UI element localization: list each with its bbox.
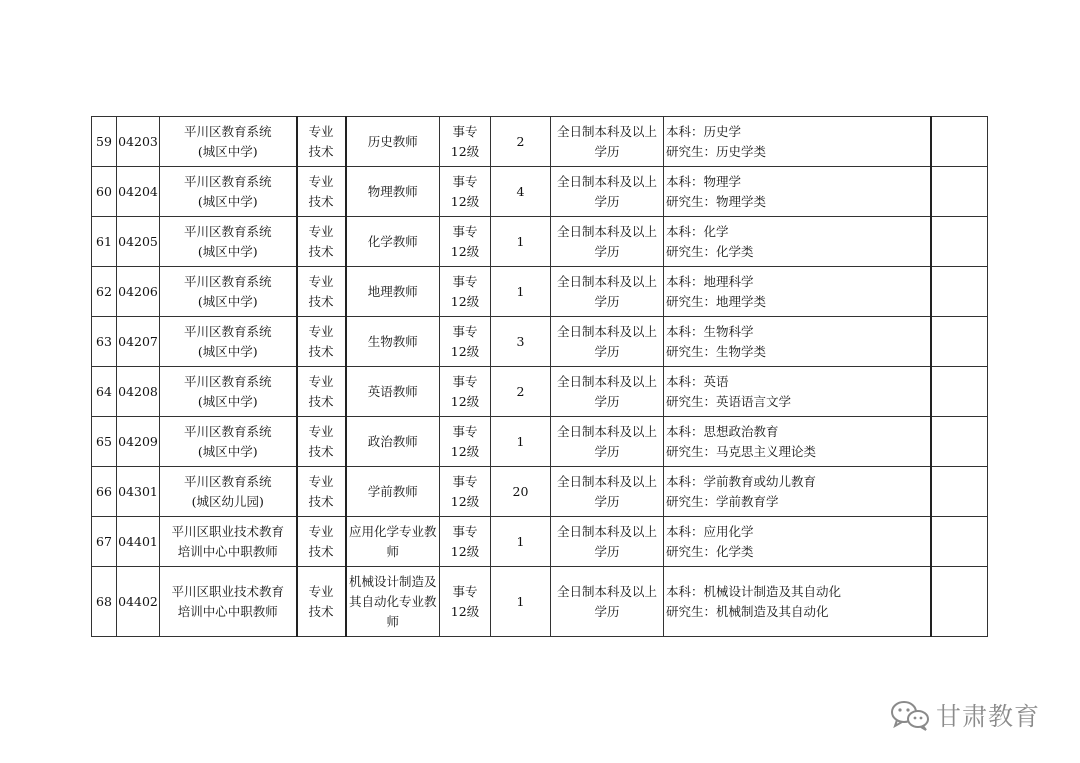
cell-category-line: 技术 xyxy=(308,493,334,509)
cell-count: 2 xyxy=(491,367,551,417)
cell-requirements-line: 本科：应用化学 xyxy=(666,523,754,539)
cell-education xyxy=(551,367,664,417)
cell-code: 04402 xyxy=(117,567,160,637)
cell-unit xyxy=(160,567,297,637)
cell-level-line: 事专 xyxy=(452,123,478,139)
cell-unit-line: (城区中学) xyxy=(197,243,258,259)
cell-category-line: 技术 xyxy=(308,193,334,209)
cell-requirements-line: 研究生：历史学类 xyxy=(666,143,767,159)
cell-level-line: 12级 xyxy=(450,443,480,459)
cell-level-line: 12级 xyxy=(450,243,480,259)
cell-education xyxy=(551,417,664,467)
cell-education-line: 全日制本科及以上 xyxy=(556,123,657,139)
cell-position-line: 化学教师 xyxy=(367,233,418,249)
cell-requirements-line: 本科：物理学 xyxy=(666,173,742,189)
cell-code: 04208 xyxy=(117,367,160,417)
cell-position-line: 其自动化专业教 xyxy=(348,593,437,609)
table-row xyxy=(92,317,988,367)
cell-unit-line: 平川区教育系统 xyxy=(183,123,272,139)
cell-position-line: 生物教师 xyxy=(367,333,418,349)
cell-unit-line: 平川区教育系统 xyxy=(183,473,272,489)
table-row xyxy=(92,417,988,467)
cell-position xyxy=(346,517,440,567)
table-row xyxy=(92,217,988,267)
cell-education xyxy=(551,167,664,217)
cell-position xyxy=(346,117,440,167)
cell-education-line: 学历 xyxy=(594,243,620,259)
cell-code: 04206 xyxy=(117,267,160,317)
cell-education-line: 学历 xyxy=(594,343,620,359)
cell-level-line: 事专 xyxy=(452,173,478,189)
cell-unit-line: (城区中学) xyxy=(197,293,258,309)
cell-seq: 65 xyxy=(92,417,117,467)
cell-count: 20 xyxy=(491,467,551,517)
cell-category xyxy=(297,267,346,317)
cell-requirements xyxy=(664,317,931,367)
cell-education xyxy=(551,467,664,517)
cell-position-line: 政治教师 xyxy=(367,433,418,449)
cell-requirements-line: 本科：学前教育或幼儿教育 xyxy=(666,473,817,489)
cell-unit-line: (城区中学) xyxy=(197,393,258,409)
cell-unit-line: (城区中学) xyxy=(197,193,258,209)
cell-requirements-line: 研究生：化学类 xyxy=(666,243,754,259)
cell-notes xyxy=(931,367,988,417)
cell-position-line: 师 xyxy=(386,543,399,559)
cell-level-line: 事专 xyxy=(452,473,478,489)
cell-level-line: 事专 xyxy=(452,523,478,539)
cell-seq: 64 xyxy=(92,367,117,417)
cell-position xyxy=(346,417,440,467)
cell-category xyxy=(297,217,346,267)
cell-unit-line: 平川区职业技术教育 xyxy=(171,583,284,599)
watermark-text: 甘肃教育 xyxy=(936,702,1041,731)
cell-requirements-line: 研究生：地理学类 xyxy=(666,293,767,309)
cell-code: 04401 xyxy=(117,517,160,567)
cell-education xyxy=(551,317,664,367)
wechat-icon xyxy=(890,699,930,731)
cell-level-line: 12级 xyxy=(450,543,480,559)
cell-unit xyxy=(160,367,297,417)
cell-unit xyxy=(160,117,297,167)
cell-position xyxy=(346,367,440,417)
cell-requirements xyxy=(664,367,931,417)
cell-requirements-line: 本科：生物科学 xyxy=(666,323,754,339)
cell-level-line: 事专 xyxy=(452,323,478,339)
cell-education xyxy=(551,117,664,167)
cell-seq: 67 xyxy=(92,517,117,567)
cell-unit xyxy=(160,417,297,467)
cell-seq: 66 xyxy=(92,467,117,517)
cell-education xyxy=(551,267,664,317)
cell-count: 1 xyxy=(491,267,551,317)
cell-education-line: 学历 xyxy=(594,543,620,559)
cell-level xyxy=(440,317,491,367)
cell-notes xyxy=(931,467,988,517)
cell-category-line: 专业 xyxy=(308,223,334,239)
cell-count: 1 xyxy=(491,417,551,467)
cell-position-line: 应用化学专业教 xyxy=(348,523,437,539)
cell-seq: 62 xyxy=(92,267,117,317)
cell-category-line: 技术 xyxy=(308,343,334,359)
cell-code: 04203 xyxy=(117,117,160,167)
cell-count: 1 xyxy=(491,567,551,637)
cell-position-line: 师 xyxy=(386,613,399,629)
cell-education-line: 学历 xyxy=(594,143,620,159)
cell-level xyxy=(440,467,491,517)
cell-level-line: 12级 xyxy=(450,493,480,509)
cell-level-line: 12级 xyxy=(450,293,480,309)
cell-unit xyxy=(160,517,297,567)
cell-education-line: 学历 xyxy=(594,293,620,309)
cell-category-line: 技术 xyxy=(308,143,334,159)
cell-count: 3 xyxy=(491,317,551,367)
cell-position-line: 物理教师 xyxy=(367,183,418,199)
cell-education-line: 全日制本科及以上 xyxy=(556,173,657,189)
cell-position xyxy=(346,267,440,317)
cell-position xyxy=(346,167,440,217)
recruitment-table xyxy=(91,116,988,637)
cell-position-line: 地理教师 xyxy=(367,283,418,299)
cell-requirements xyxy=(664,117,931,167)
cell-code: 04204 xyxy=(117,167,160,217)
cell-unit xyxy=(160,267,297,317)
cell-position xyxy=(346,217,440,267)
cell-requirements-line: 研究生：英语语言文学 xyxy=(666,393,792,409)
cell-position-line: 英语教师 xyxy=(367,383,418,399)
cell-education-line: 学历 xyxy=(594,493,620,509)
cell-unit xyxy=(160,467,297,517)
cell-category-line: 技术 xyxy=(308,443,334,459)
cell-unit-line: 平川区教育系统 xyxy=(183,323,272,339)
cell-requirements xyxy=(664,217,931,267)
cell-requirements-line: 研究生：马克思主义理论类 xyxy=(666,443,817,459)
cell-notes xyxy=(931,117,988,167)
cell-level xyxy=(440,117,491,167)
cell-category-line: 技术 xyxy=(308,603,334,619)
cell-category xyxy=(297,467,346,517)
cell-category xyxy=(297,317,346,367)
cell-count: 1 xyxy=(491,517,551,567)
cell-level xyxy=(440,217,491,267)
cell-category xyxy=(297,567,346,637)
cell-notes xyxy=(931,517,988,567)
cell-position xyxy=(346,567,440,637)
cell-unit xyxy=(160,317,297,367)
cell-requirements-line: 研究生：学前教育学 xyxy=(666,493,779,509)
cell-category xyxy=(297,367,346,417)
cell-category-line: 专业 xyxy=(308,473,334,489)
cell-requirements-line: 研究生：生物学类 xyxy=(666,343,767,359)
table-row xyxy=(92,467,988,517)
cell-education-line: 全日制本科及以上 xyxy=(556,523,657,539)
cell-position-line: 历史教师 xyxy=(367,133,418,149)
cell-category-line: 专业 xyxy=(308,423,334,439)
cell-level-line: 事专 xyxy=(452,223,478,239)
cell-position-line: 机械设计制造及 xyxy=(348,573,437,589)
cell-count: 2 xyxy=(491,117,551,167)
watermark xyxy=(890,695,1040,735)
cell-unit-line: 平川区教育系统 xyxy=(183,273,272,289)
table-row xyxy=(92,117,988,167)
cell-seq: 68 xyxy=(92,567,117,637)
table-row xyxy=(92,567,988,637)
cell-category xyxy=(297,417,346,467)
cell-education-line: 全日制本科及以上 xyxy=(556,423,657,439)
cell-unit-line: 培训中心中职教师 xyxy=(177,603,278,619)
cell-level-line: 12级 xyxy=(450,143,480,159)
cell-education-line: 学历 xyxy=(594,603,620,619)
cell-unit-line: (城区幼儿园) xyxy=(191,493,264,509)
cell-requirements xyxy=(664,417,931,467)
cell-requirements-line: 本科：地理科学 xyxy=(666,273,754,289)
cell-education xyxy=(551,217,664,267)
cell-education-line: 全日制本科及以上 xyxy=(556,473,657,489)
cell-notes xyxy=(931,567,988,637)
cell-notes xyxy=(931,417,988,467)
cell-level-line: 事专 xyxy=(452,273,478,289)
cell-requirements xyxy=(664,167,931,217)
cell-level-line: 事专 xyxy=(452,423,478,439)
cell-education xyxy=(551,517,664,567)
cell-requirements-line: 本科：思想政治教育 xyxy=(666,423,779,439)
cell-code: 04205 xyxy=(117,217,160,267)
cell-level-line: 事专 xyxy=(452,373,478,389)
cell-education-line: 全日制本科及以上 xyxy=(556,323,657,339)
cell-requirements xyxy=(664,517,931,567)
cell-requirements-line: 研究生：物理学类 xyxy=(666,193,767,209)
cell-level xyxy=(440,567,491,637)
cell-category-line: 专业 xyxy=(308,583,334,599)
cell-category-line: 专业 xyxy=(308,373,334,389)
cell-level-line: 12级 xyxy=(450,393,480,409)
cell-notes xyxy=(931,317,988,367)
cell-code: 04301 xyxy=(117,467,160,517)
cell-category-line: 专业 xyxy=(308,173,334,189)
cell-education-line: 全日制本科及以上 xyxy=(556,223,657,239)
cell-unit xyxy=(160,217,297,267)
cell-level xyxy=(440,367,491,417)
cell-notes xyxy=(931,217,988,267)
cell-requirements xyxy=(664,267,931,317)
cell-category-line: 专业 xyxy=(308,523,334,539)
cell-education-line: 全日制本科及以上 xyxy=(556,373,657,389)
cell-category xyxy=(297,117,346,167)
cell-seq: 60 xyxy=(92,167,117,217)
cell-unit-line: (城区中学) xyxy=(197,343,258,359)
cell-level xyxy=(440,417,491,467)
cell-requirements-line: 本科：机械设计制造及其自动化 xyxy=(666,583,842,599)
cell-requirements-line: 本科：历史学 xyxy=(666,123,742,139)
table-row xyxy=(92,367,988,417)
cell-requirements-line: 研究生：化学类 xyxy=(666,543,754,559)
cell-code: 04207 xyxy=(117,317,160,367)
cell-level xyxy=(440,517,491,567)
cell-seq: 61 xyxy=(92,217,117,267)
cell-requirements-line: 本科：化学 xyxy=(666,223,729,239)
cell-category-line: 技术 xyxy=(308,393,334,409)
cell-education xyxy=(551,567,664,637)
cell-seq: 63 xyxy=(92,317,117,367)
cell-level xyxy=(440,267,491,317)
cell-unit-line: (城区中学) xyxy=(197,143,258,159)
cell-category-line: 技术 xyxy=(308,243,334,259)
cell-unit-line: 平川区职业技术教育 xyxy=(171,523,284,539)
cell-education-line: 全日制本科及以上 xyxy=(556,273,657,289)
cell-level-line: 事专 xyxy=(452,583,478,599)
cell-education-line: 学历 xyxy=(594,443,620,459)
cell-requirements xyxy=(664,567,931,637)
cell-count: 4 xyxy=(491,167,551,217)
cell-unit xyxy=(160,167,297,217)
cell-unit-line: 培训中心中职教师 xyxy=(177,543,278,559)
cell-unit-line: 平川区教育系统 xyxy=(183,423,272,439)
cell-unit-line: 平川区教育系统 xyxy=(183,223,272,239)
cell-code: 04209 xyxy=(117,417,160,467)
cell-level-line: 12级 xyxy=(450,193,480,209)
cell-level-line: 12级 xyxy=(450,603,480,619)
cell-position xyxy=(346,467,440,517)
cell-education-line: 学历 xyxy=(594,193,620,209)
table-row xyxy=(92,267,988,317)
cell-category-line: 技术 xyxy=(308,293,334,309)
cell-category-line: 专业 xyxy=(308,323,334,339)
table-body xyxy=(92,117,988,637)
cell-position-line: 学前教师 xyxy=(367,483,418,499)
cell-education-line: 全日制本科及以上 xyxy=(556,583,657,599)
cell-requirements xyxy=(664,467,931,517)
cell-category-line: 技术 xyxy=(308,543,334,559)
cell-category xyxy=(297,167,346,217)
table-row xyxy=(92,517,988,567)
cell-position xyxy=(346,317,440,367)
cell-unit-line: 平川区教育系统 xyxy=(183,373,272,389)
cell-level-line: 12级 xyxy=(450,343,480,359)
cell-category-line: 专业 xyxy=(308,123,334,139)
cell-unit-line: (城区中学) xyxy=(197,443,258,459)
cell-category xyxy=(297,517,346,567)
cell-level xyxy=(440,167,491,217)
cell-requirements-line: 研究生：机械制造及其自动化 xyxy=(666,603,829,619)
table-row xyxy=(92,167,988,217)
cell-notes xyxy=(931,267,988,317)
cell-education-line: 学历 xyxy=(594,393,620,409)
cell-category-line: 专业 xyxy=(308,273,334,289)
cell-notes xyxy=(931,167,988,217)
cell-count: 1 xyxy=(491,217,551,267)
cell-unit-line: 平川区教育系统 xyxy=(183,173,272,189)
cell-requirements-line: 本科：英语 xyxy=(666,373,729,389)
cell-seq: 59 xyxy=(92,117,117,167)
